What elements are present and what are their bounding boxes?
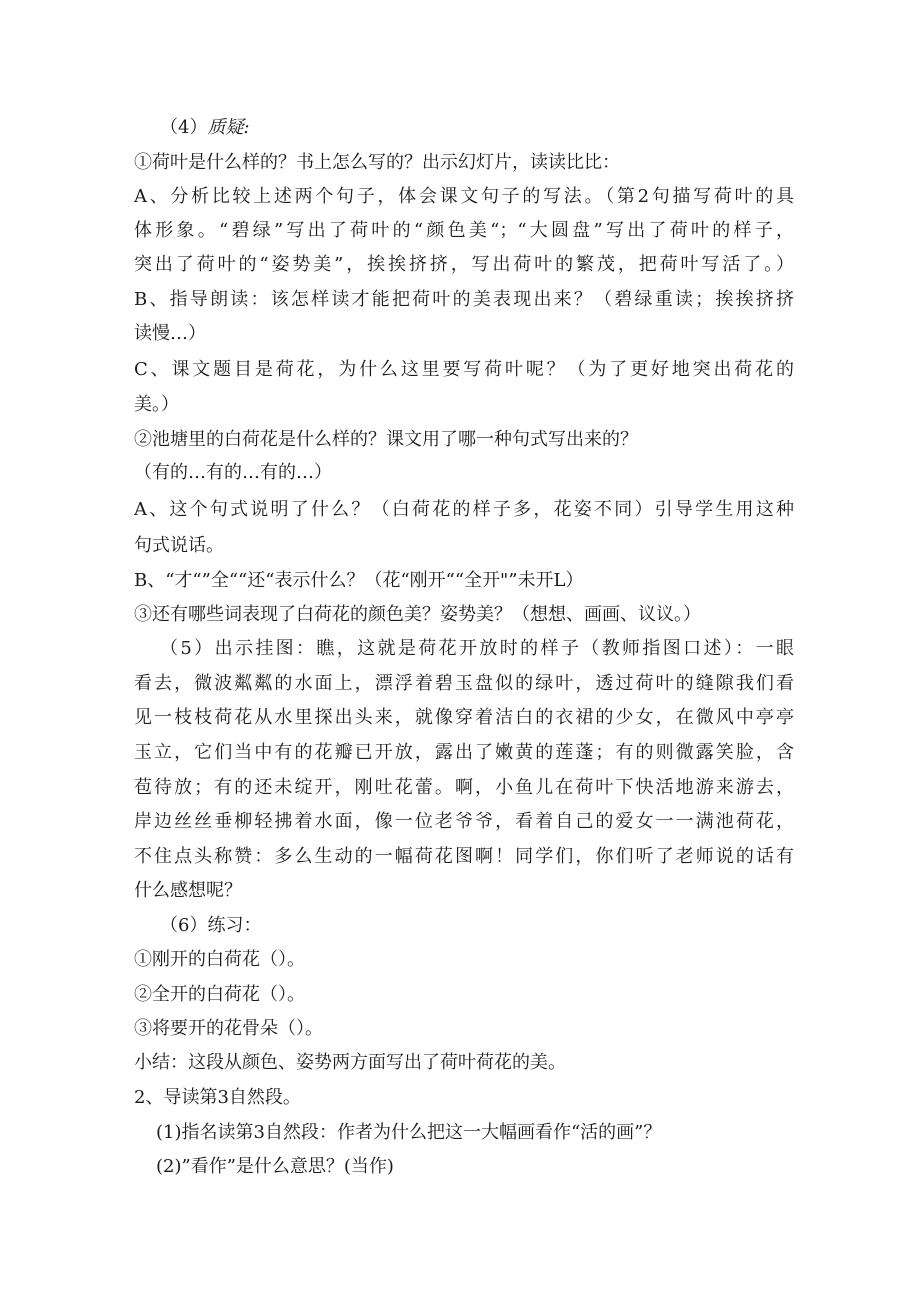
exercise-item: ①刚开的白荷花（）。 xyxy=(134,949,305,970)
paragraph-line: 苞待放；有的还未绽开，刚吐花蕾。啊，小鱼儿在荷叶下快活地游来游去， xyxy=(134,777,794,798)
exercise-item: ②全开的白荷花（）。 xyxy=(134,984,305,1005)
paragraph-line: （有的…有的…有的…） xyxy=(134,462,332,483)
paragraph-line: 突出了荷叶的“姿势美”，挨挨挤挤，写出荷叶的繁茂，把荷叶写活了。） xyxy=(134,254,794,275)
paragraph-line: ①荷叶是什么样的？书上怎么写的？出示幻灯片，读读比比： xyxy=(134,152,620,173)
paragraph-line: 句式说话。 xyxy=(134,535,224,556)
paragraph-line: ③还有哪些词表现了白荷花的颜色美？姿势美？（想想、画画、议议。） xyxy=(134,604,701,625)
section-heading: 2、导读第3自然段。 xyxy=(134,1087,301,1108)
paragraph-line: 见一枝枝荷花从水里探出头来，就像穿着洁白的衣裙的少女，在微风中亭亭 xyxy=(134,707,794,728)
paragraph-line: (1)指名读第3自然段：作者为什么把这一大幅画看作“活的画”？ xyxy=(156,1122,662,1143)
paragraph-line: B、指导朗读：该怎样读才能把荷叶的美表现出来？（碧绿重读；挨挨挤挤 xyxy=(134,289,794,310)
section-label: 质疑: xyxy=(207,117,250,138)
paragraph-line: 读慢…） xyxy=(134,323,206,344)
paragraph-line: 不住点头称赞：多么生动的一幅荷花图啊！同学们，你们听了老师说的话有 xyxy=(134,846,794,867)
paragraph-line: ②池塘里的白荷花是什么样的？课文用了哪一种句式写出来的？ xyxy=(134,429,638,450)
paragraph-line: C、课文题目是荷花，为什么这里要写荷叶呢？（为了更好地突出荷花的 xyxy=(134,359,794,380)
paragraph-line: A、这个句式说明了什么？（白荷花的样子多，花姿不同）引导学生用这种 xyxy=(134,499,794,520)
section-4-heading xyxy=(160,115,794,141)
paragraph-line: (2)”看作”是什么意思？(当作) xyxy=(156,1156,394,1177)
paragraph-line: 玉立，它们当中有的花瓣已开放，露出了嫩黄的莲蓬；有的则微露笑脸，含 xyxy=(134,742,794,763)
paragraph-line: 岸边丝丝垂柳轻拂着水面，像一位老爷爷，看着自己的爱女一一满池荷花， xyxy=(134,811,794,832)
exercise-item: ③将要开的花骨朵（）。 xyxy=(134,1018,323,1039)
paragraph-line: B、“才“”全““还“表示什么？（花“刚开““全开"”未开L） xyxy=(134,570,584,591)
paragraph-line: A、分析比较上述两个句子，体会课文句子的写法。（第2句描写荷叶的具 xyxy=(134,186,794,207)
paragraph-line: 什么感想呢？ xyxy=(134,880,242,901)
exercise-heading: （6）练习： xyxy=(160,915,262,936)
paragraph-line: 美。） xyxy=(134,394,179,415)
paragraph-line: 体形象。“碧绿”写出了荷叶的“颜色美“；“大圆盘”写出了荷叶的样子， xyxy=(134,220,794,241)
summary-line: 小结：这段从颜色、姿势两方面写出了荷叶荷花的美。 xyxy=(134,1052,566,1073)
section-number: （4） xyxy=(160,117,208,138)
paragraph-line: 看去，微波粼粼的水面上，漂浮着碧玉盘似的绿叶，透过荷叶的缝隙我们看 xyxy=(134,673,794,694)
paragraph-line: （5）出示挂图：瞧，这就是荷花开放时的样子（教师指图口述）：一眼 xyxy=(160,638,794,659)
